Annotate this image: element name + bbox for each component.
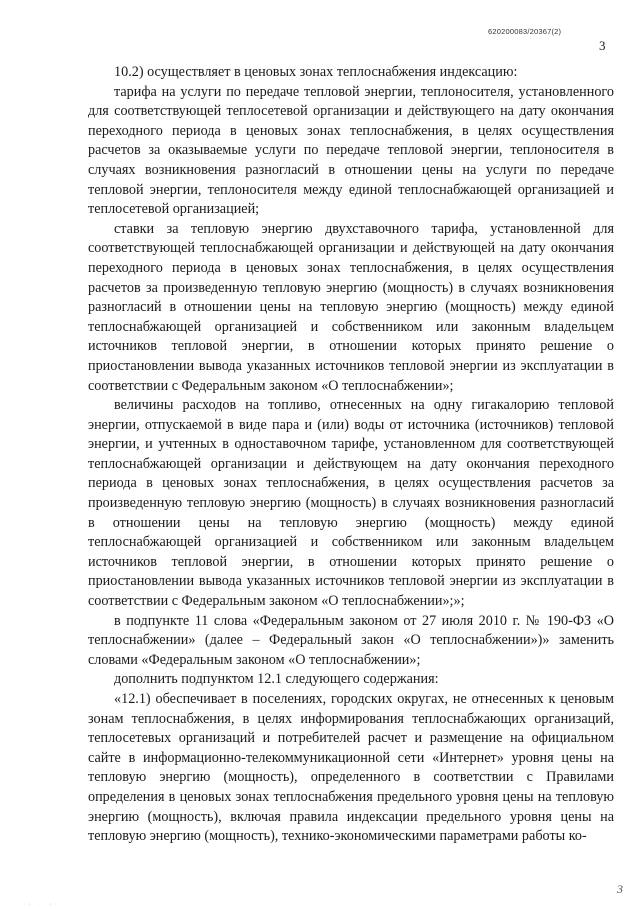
paragraph-add-12-1: дополнить подпунктом 12.1 следующего содержания:	[114, 671, 439, 688]
paragraph-12-1: «12.1) обеспечивает в поселениях, городских округах, не отнесенных к ценовым зонам теплоснабжения, в целях информирования теплоснабжающих организаций, теплосетевых организаций и потребителей расчет и размещение на официальном сайте в информационно-телекоммуникационной сети «Интернет» уровня цены на тепловую энергию (мощность), определенного в соответствии с Правилами определения в ценовых зонах теплоснабжения предельного уровня цены на тепловую энергию (мощность), включая правила индексации предельного уровня цены на тепловую энергию (мощность), технико-экономическими параметрами работы ко-	[88, 691, 614, 845]
paragraph-fuel-costs: величины расходов на топливо, отнесенных на одну гигакалорию тепловой энергии, отпускаемой в виде пара и (или) воды от источника (источников) тепловой энергии, и учтенных в одноставочном тарифе, установленном для соответствующей теплоснабжающей организации и действующем на дату окончания переходного периода в ценовых зонах теплоснабжения, в целях осуществления расчетов за произведенную тепловую энергию (мощность) в случаях возникновения разногласий в отношении цены на тепловую энергию (мощность) между единой теплоснабжающей организацией и собственником или законным владельцем источников тепловой энергии, в отношении которых принято решение о приостановлении вывода указанных источников тепловой энергии из эксплуатации в соответствии с Федеральным законом «О теплоснабжении»;»;	[88, 397, 614, 610]
document-body	[88, 63, 614, 847]
scan-artifact: · · ·	[28, 900, 55, 909]
paragraph-tariff: тарифа на услуги по передаче тепловой энергии, теплоносителя, установленного для соответствующей теплосетевой организации и действующего на дату окончания переходного периода в ценовых зонах теплоснабжения, в целях осуществления расчетов за оказываемые услуги по передаче тепловой энергии, теплоносителя в случаях возникновения разногласий в отношении цены на услуги по передаче тепловой энергии, теплоносителя между единой теплоснабжающей организацией и теплосетевой организацией;	[88, 83, 614, 218]
paragraph-10-2: 10.2) осуществляет в ценовых зонах теплоснабжения индексацию:	[114, 64, 518, 80]
paragraph-rate: ставки за тепловую энергию двухставочного тарифа, установленной для соответствующей теплоснабжающей организации и действующей на дату окончания переходного периода в ценовых зонах теплоснабжения, в целях осуществления расчетов за произведенную тепловую энергию (мощность) в случаях возникновения разногласий в отношении цены на тепловую энергию (мощность) между единой теплоснабжающей организацией и собственником или законным владельцем источников тепловой энергии, в отношении которых принято решение о приостановлении вывода указанных источников тепловой энергии из эксплуатации в соответствии с Федеральным законом «О теплоснабжении»;	[88, 220, 614, 394]
document-id: 620200083/20367(2)	[488, 27, 562, 36]
handwritten-page-mark: 3	[617, 882, 623, 896]
page-number: 3	[599, 38, 606, 53]
paragraph-subitem-11: в подпункте 11 слова «Федеральным законом от 27 июля 2010 г. № 190-ФЗ «О теплоснабжении» (далее – Федеральный закон «О теплоснабжении»)» заменить словами «Федеральным законом «О теплоснабжении»;	[88, 612, 614, 668]
